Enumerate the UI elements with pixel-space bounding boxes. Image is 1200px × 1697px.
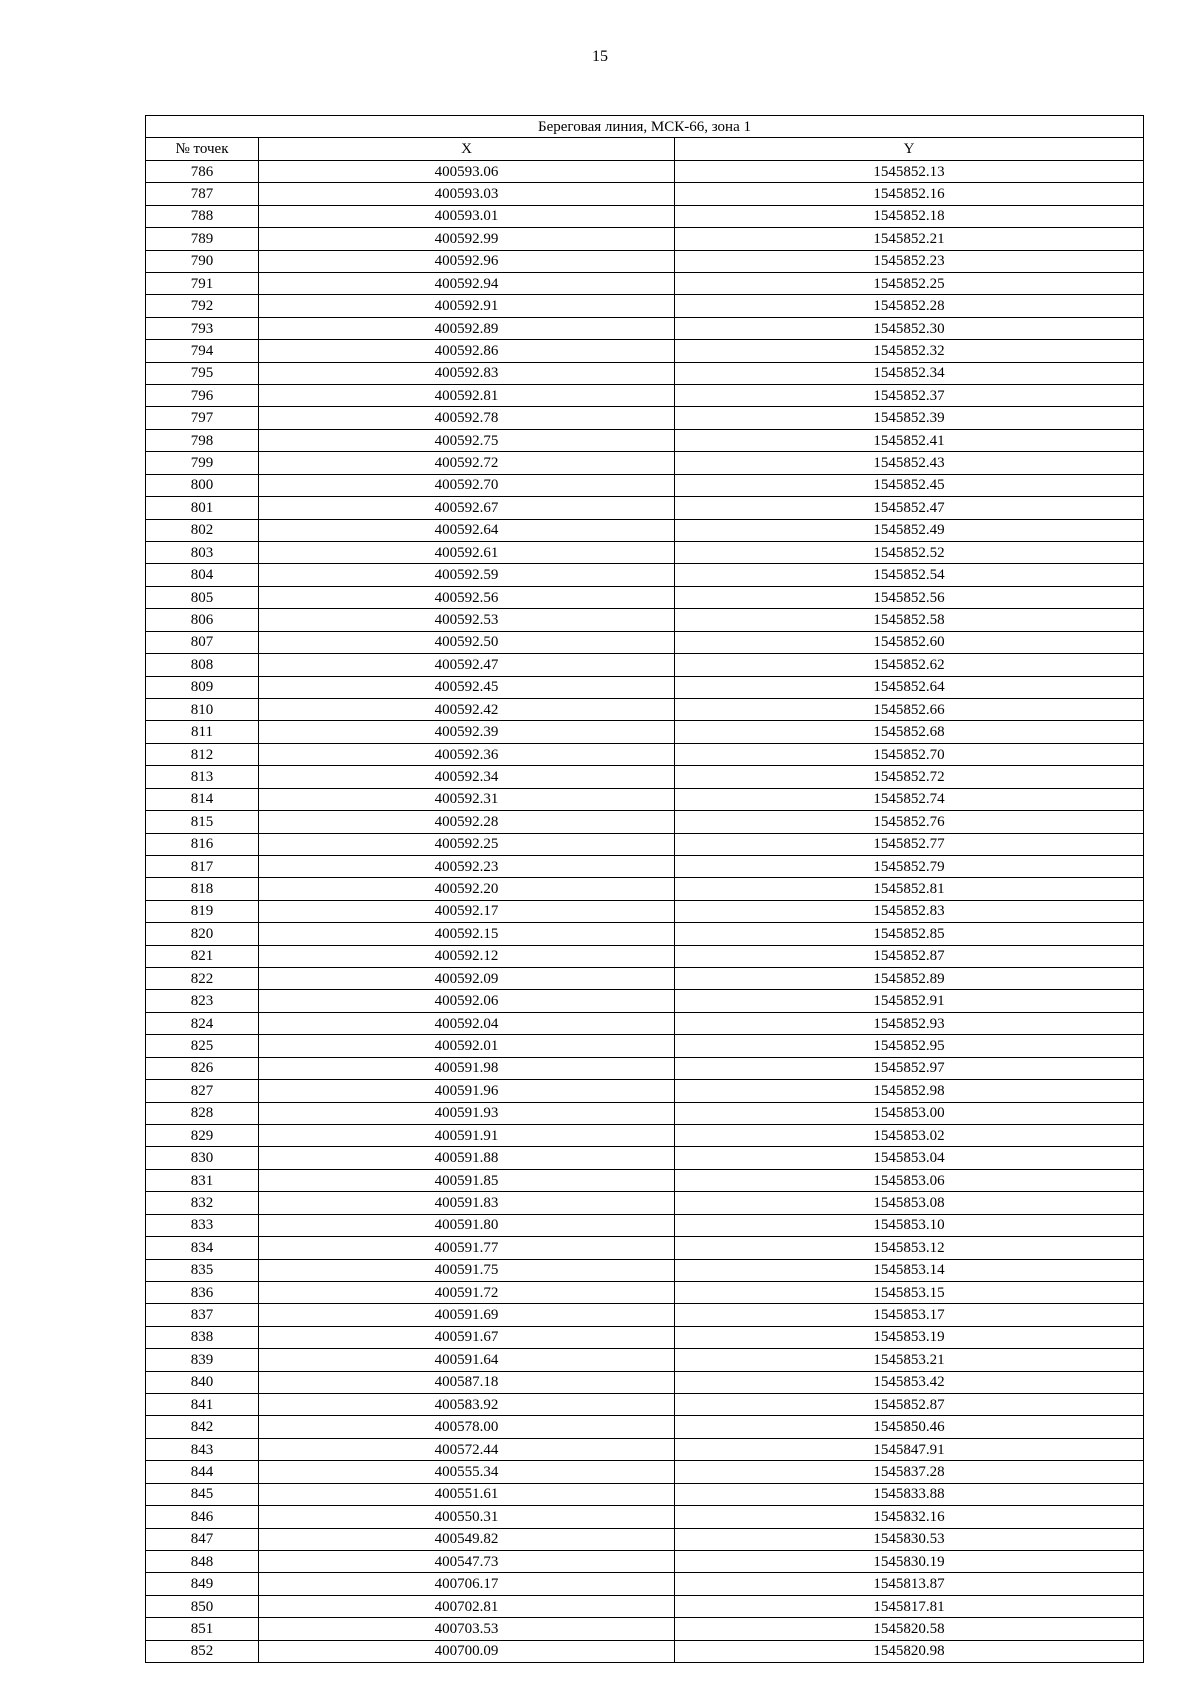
table-row	[146, 1573, 1144, 1595]
cell-y: 1545833.88	[675, 1483, 1144, 1505]
cell-y: 1545852.45	[675, 474, 1144, 496]
cell-y: 1545852.70	[675, 743, 1144, 765]
cell-x: 400592.39	[259, 721, 675, 743]
table-row	[146, 1124, 1144, 1146]
cell-point-number: 822	[146, 968, 259, 990]
page-number: 15	[592, 48, 608, 65]
cell-point-number: 795	[146, 362, 259, 384]
cell-y: 1545852.87	[675, 945, 1144, 967]
cell-y: 1545830.19	[675, 1551, 1144, 1573]
cell-point-number: 846	[146, 1506, 259, 1528]
cell-x: 400592.67	[259, 497, 675, 519]
cell-x: 400592.50	[259, 631, 675, 653]
cell-point-number: 827	[146, 1080, 259, 1102]
table-row	[146, 1102, 1144, 1124]
table-row	[146, 497, 1144, 519]
cell-point-number: 833	[146, 1214, 259, 1236]
cell-point-number: 814	[146, 788, 259, 810]
table-row	[146, 676, 1144, 698]
cell-point-number: 842	[146, 1416, 259, 1438]
table-row	[146, 340, 1144, 362]
table-row	[146, 1169, 1144, 1191]
table-row	[146, 160, 1144, 182]
cell-point-number: 830	[146, 1147, 259, 1169]
table-row	[146, 631, 1144, 653]
cell-point-number: 831	[146, 1169, 259, 1191]
table-row	[146, 721, 1144, 743]
cell-y: 1545852.66	[675, 698, 1144, 720]
cell-y: 1545853.21	[675, 1349, 1144, 1371]
table-row	[146, 564, 1144, 586]
cell-point-number: 834	[146, 1237, 259, 1259]
cell-x: 400592.83	[259, 362, 675, 384]
table-row	[146, 385, 1144, 407]
table-row	[146, 923, 1144, 945]
table-row	[146, 474, 1144, 496]
cell-x: 400702.81	[259, 1595, 675, 1617]
cell-y: 1545852.18	[675, 205, 1144, 227]
table-row	[146, 900, 1144, 922]
table-title-row	[146, 116, 1144, 138]
cell-x: 400592.47	[259, 654, 675, 676]
cell-y: 1545852.68	[675, 721, 1144, 743]
cell-y: 1545852.97	[675, 1057, 1144, 1079]
cell-y: 1545852.30	[675, 317, 1144, 339]
table-row	[146, 1080, 1144, 1102]
table-row	[146, 990, 1144, 1012]
cell-point-number: 791	[146, 272, 259, 294]
table-row	[146, 519, 1144, 541]
cell-x: 400592.31	[259, 788, 675, 810]
cell-x: 400592.28	[259, 811, 675, 833]
cell-y: 1545852.62	[675, 654, 1144, 676]
cell-point-number: 798	[146, 429, 259, 451]
table-row	[146, 609, 1144, 631]
cell-y: 1545852.25	[675, 272, 1144, 294]
cell-point-number: 840	[146, 1371, 259, 1393]
cell-x: 400700.09	[259, 1640, 675, 1662]
cell-point-number: 810	[146, 698, 259, 720]
cell-x: 400592.70	[259, 474, 675, 496]
cell-x: 400551.61	[259, 1483, 675, 1505]
table-row	[146, 855, 1144, 877]
header-x: X	[259, 138, 675, 160]
cell-point-number: 852	[146, 1640, 259, 1662]
cell-point-number: 819	[146, 900, 259, 922]
cell-y: 1545837.28	[675, 1461, 1144, 1483]
cell-y: 1545852.91	[675, 990, 1144, 1012]
cell-y: 1545852.64	[675, 676, 1144, 698]
cell-y: 1545852.39	[675, 407, 1144, 429]
cell-point-number: 816	[146, 833, 259, 855]
cell-y: 1545852.41	[675, 429, 1144, 451]
cell-point-number: 849	[146, 1573, 259, 1595]
cell-y: 1545852.37	[675, 385, 1144, 407]
cell-y: 1545853.02	[675, 1124, 1144, 1146]
cell-x: 400591.98	[259, 1057, 675, 1079]
cell-x: 400591.91	[259, 1124, 675, 1146]
cell-point-number: 836	[146, 1281, 259, 1303]
cell-y: 1545852.81	[675, 878, 1144, 900]
cell-y: 1545852.93	[675, 1012, 1144, 1034]
table-row	[146, 407, 1144, 429]
cell-y: 1545852.34	[675, 362, 1144, 384]
table-row	[146, 1281, 1144, 1303]
cell-point-number: 821	[146, 945, 259, 967]
cell-x: 400549.82	[259, 1528, 675, 1550]
cell-point-number: 850	[146, 1595, 259, 1617]
cell-y: 1545850.46	[675, 1416, 1144, 1438]
table-row	[146, 1416, 1144, 1438]
cell-x: 400592.45	[259, 676, 675, 698]
table-row	[146, 1461, 1144, 1483]
cell-point-number: 829	[146, 1124, 259, 1146]
cell-y: 1545852.16	[675, 183, 1144, 205]
cell-point-number: 801	[146, 497, 259, 519]
cell-x: 400593.06	[259, 160, 675, 182]
cell-x: 400578.00	[259, 1416, 675, 1438]
cell-point-number: 843	[146, 1438, 259, 1460]
table-row	[146, 228, 1144, 250]
cell-point-number: 790	[146, 250, 259, 272]
table-row	[146, 1371, 1144, 1393]
cell-y: 1545852.60	[675, 631, 1144, 653]
cell-point-number: 845	[146, 1483, 259, 1505]
cell-point-number: 817	[146, 855, 259, 877]
cell-point-number: 820	[146, 923, 259, 945]
cell-y: 1545852.95	[675, 1035, 1144, 1057]
cell-x: 400592.89	[259, 317, 675, 339]
cell-x: 400591.67	[259, 1326, 675, 1348]
cell-point-number: 812	[146, 743, 259, 765]
cell-x: 400592.42	[259, 698, 675, 720]
cell-point-number: 835	[146, 1259, 259, 1281]
cell-x: 400555.34	[259, 1461, 675, 1483]
table-row	[146, 1349, 1144, 1371]
cell-point-number: 837	[146, 1304, 259, 1326]
cell-y: 1545852.83	[675, 900, 1144, 922]
cell-y: 1545852.79	[675, 855, 1144, 877]
table-row	[146, 968, 1144, 990]
table-row	[146, 1506, 1144, 1528]
table-row	[146, 743, 1144, 765]
cell-x: 400592.94	[259, 272, 675, 294]
table-row	[146, 586, 1144, 608]
cell-x: 400592.17	[259, 900, 675, 922]
cell-y: 1545813.87	[675, 1573, 1144, 1595]
cell-point-number: 828	[146, 1102, 259, 1124]
cell-point-number: 847	[146, 1528, 259, 1550]
cell-x: 400550.31	[259, 1506, 675, 1528]
table-row	[146, 1304, 1144, 1326]
cell-point-number: 788	[146, 205, 259, 227]
table-row	[146, 1483, 1144, 1505]
cell-point-number: 789	[146, 228, 259, 250]
cell-point-number: 848	[146, 1551, 259, 1573]
cell-y: 1545853.10	[675, 1214, 1144, 1236]
cell-x: 400592.20	[259, 878, 675, 900]
table-row	[146, 317, 1144, 339]
table-row	[146, 1438, 1144, 1460]
cell-point-number: 832	[146, 1192, 259, 1214]
cell-point-number: 804	[146, 564, 259, 586]
cell-x: 400592.04	[259, 1012, 675, 1034]
table-row	[146, 429, 1144, 451]
cell-x: 400592.61	[259, 542, 675, 564]
cell-point-number: 811	[146, 721, 259, 743]
cell-x: 400593.01	[259, 205, 675, 227]
table-row	[146, 766, 1144, 788]
cell-point-number: 841	[146, 1394, 259, 1416]
cell-y: 1545830.53	[675, 1528, 1144, 1550]
cell-y: 1545852.87	[675, 1394, 1144, 1416]
cell-y: 1545852.32	[675, 340, 1144, 362]
table-row	[146, 878, 1144, 900]
table-row	[146, 1528, 1144, 1550]
cell-x: 400706.17	[259, 1573, 675, 1595]
cell-point-number: 805	[146, 586, 259, 608]
table-row	[146, 1595, 1144, 1617]
cell-x: 400591.96	[259, 1080, 675, 1102]
cell-x: 400591.85	[259, 1169, 675, 1191]
cell-y: 1545852.49	[675, 519, 1144, 541]
cell-x: 400591.80	[259, 1214, 675, 1236]
table-row	[146, 1640, 1144, 1662]
cell-y: 1545852.43	[675, 452, 1144, 474]
cell-x: 400592.09	[259, 968, 675, 990]
cell-x: 400592.56	[259, 586, 675, 608]
table-row	[146, 1057, 1144, 1079]
cell-x: 400591.69	[259, 1304, 675, 1326]
cell-x: 400592.06	[259, 990, 675, 1012]
table-row	[146, 1259, 1144, 1281]
cell-x: 400591.77	[259, 1237, 675, 1259]
cell-y: 1545852.23	[675, 250, 1144, 272]
cell-y: 1545852.72	[675, 766, 1144, 788]
table-row	[146, 654, 1144, 676]
table-row	[146, 362, 1144, 384]
cell-y: 1545852.58	[675, 609, 1144, 631]
cell-y: 1545853.08	[675, 1192, 1144, 1214]
cell-y: 1545852.28	[675, 295, 1144, 317]
cell-y: 1545817.81	[675, 1595, 1144, 1617]
cell-x: 400547.73	[259, 1551, 675, 1573]
cell-point-number: 792	[146, 295, 259, 317]
cell-y: 1545853.04	[675, 1147, 1144, 1169]
cell-x: 400592.25	[259, 833, 675, 855]
header-point-number: № точек	[146, 138, 259, 160]
cell-point-number: 839	[146, 1349, 259, 1371]
cell-x: 400591.83	[259, 1192, 675, 1214]
cell-x: 400592.78	[259, 407, 675, 429]
cell-point-number: 802	[146, 519, 259, 541]
cell-point-number: 809	[146, 676, 259, 698]
table-row	[146, 1237, 1144, 1259]
cell-y: 1545820.98	[675, 1640, 1144, 1662]
cell-x: 400592.36	[259, 743, 675, 765]
cell-y: 1545852.76	[675, 811, 1144, 833]
cell-x: 400592.81	[259, 385, 675, 407]
cell-point-number: 818	[146, 878, 259, 900]
cell-x: 400592.72	[259, 452, 675, 474]
cell-point-number: 797	[146, 407, 259, 429]
cell-x: 400592.12	[259, 945, 675, 967]
table-row	[146, 1551, 1144, 1573]
table-row	[146, 1012, 1144, 1034]
cell-x: 400572.44	[259, 1438, 675, 1460]
cell-point-number: 799	[146, 452, 259, 474]
cell-point-number: 806	[146, 609, 259, 631]
table-row	[146, 788, 1144, 810]
cell-x: 400591.64	[259, 1349, 675, 1371]
cell-x: 400592.86	[259, 340, 675, 362]
cell-x: 400703.53	[259, 1618, 675, 1640]
cell-point-number: 825	[146, 1035, 259, 1057]
table-row	[146, 205, 1144, 227]
cell-x: 400592.75	[259, 429, 675, 451]
cell-point-number: 808	[146, 654, 259, 676]
cell-point-number: 824	[146, 1012, 259, 1034]
cell-y: 1545853.19	[675, 1326, 1144, 1348]
cell-point-number: 796	[146, 385, 259, 407]
table-row	[146, 452, 1144, 474]
table-row	[146, 183, 1144, 205]
cell-y: 1545853.14	[675, 1259, 1144, 1281]
coordinates-table	[145, 115, 1144, 1663]
cell-x: 400591.93	[259, 1102, 675, 1124]
cell-y: 1545852.54	[675, 564, 1144, 586]
table-row	[146, 1394, 1144, 1416]
cell-point-number: 787	[146, 183, 259, 205]
cell-y: 1545852.52	[675, 542, 1144, 564]
table-row	[146, 295, 1144, 317]
cell-x: 400592.64	[259, 519, 675, 541]
cell-x: 400592.15	[259, 923, 675, 945]
cell-y: 1545853.00	[675, 1102, 1144, 1124]
cell-x: 400592.91	[259, 295, 675, 317]
cell-point-number: 786	[146, 160, 259, 182]
cell-x: 400592.99	[259, 228, 675, 250]
cell-point-number: 838	[146, 1326, 259, 1348]
table-row	[146, 1326, 1144, 1348]
cell-y: 1545853.06	[675, 1169, 1144, 1191]
cell-x: 400592.23	[259, 855, 675, 877]
cell-point-number: 815	[146, 811, 259, 833]
cell-y: 1545852.89	[675, 968, 1144, 990]
cell-x: 400583.92	[259, 1394, 675, 1416]
cell-y: 1545852.47	[675, 497, 1144, 519]
cell-y: 1545853.12	[675, 1237, 1144, 1259]
cell-point-number: 807	[146, 631, 259, 653]
cell-x: 400593.03	[259, 183, 675, 205]
table-row	[146, 1192, 1144, 1214]
cell-y: 1545832.16	[675, 1506, 1144, 1528]
cell-y: 1545853.15	[675, 1281, 1144, 1303]
table-header-row	[146, 138, 1144, 160]
cell-point-number: 844	[146, 1461, 259, 1483]
cell-y: 1545852.13	[675, 160, 1144, 182]
cell-x: 400587.18	[259, 1371, 675, 1393]
cell-x: 400591.72	[259, 1281, 675, 1303]
cell-point-number: 813	[146, 766, 259, 788]
cell-y: 1545852.77	[675, 833, 1144, 855]
cell-point-number: 800	[146, 474, 259, 496]
cell-y: 1545852.21	[675, 228, 1144, 250]
cell-x: 400591.75	[259, 1259, 675, 1281]
table-row	[146, 698, 1144, 720]
table-body	[146, 160, 1144, 1662]
cell-x: 400592.01	[259, 1035, 675, 1057]
cell-y: 1545847.91	[675, 1438, 1144, 1460]
cell-point-number: 794	[146, 340, 259, 362]
cell-y: 1545853.42	[675, 1371, 1144, 1393]
cell-point-number: 793	[146, 317, 259, 339]
table-row	[146, 1214, 1144, 1236]
cell-x: 400592.34	[259, 766, 675, 788]
cell-x: 400592.53	[259, 609, 675, 631]
cell-x: 400591.88	[259, 1147, 675, 1169]
table-row	[146, 272, 1144, 294]
cell-y: 1545852.74	[675, 788, 1144, 810]
table-row	[146, 250, 1144, 272]
table-title: Береговая линия, МСК-66, зона 1	[146, 116, 1144, 138]
table-row	[146, 1147, 1144, 1169]
table-row	[146, 945, 1144, 967]
cell-point-number: 826	[146, 1057, 259, 1079]
cell-y: 1545820.58	[675, 1618, 1144, 1640]
cell-y: 1545852.98	[675, 1080, 1144, 1102]
cell-y: 1545852.85	[675, 923, 1144, 945]
table-row	[146, 1618, 1144, 1640]
table-row	[146, 1035, 1144, 1057]
header-y: Y	[675, 138, 1144, 160]
table-row	[146, 542, 1144, 564]
table-row	[146, 833, 1144, 855]
cell-x: 400592.96	[259, 250, 675, 272]
cell-point-number: 823	[146, 990, 259, 1012]
cell-x: 400592.59	[259, 564, 675, 586]
cell-point-number: 803	[146, 542, 259, 564]
cell-y: 1545853.17	[675, 1304, 1144, 1326]
cell-point-number: 851	[146, 1618, 259, 1640]
cell-y: 1545852.56	[675, 586, 1144, 608]
table-row	[146, 811, 1144, 833]
